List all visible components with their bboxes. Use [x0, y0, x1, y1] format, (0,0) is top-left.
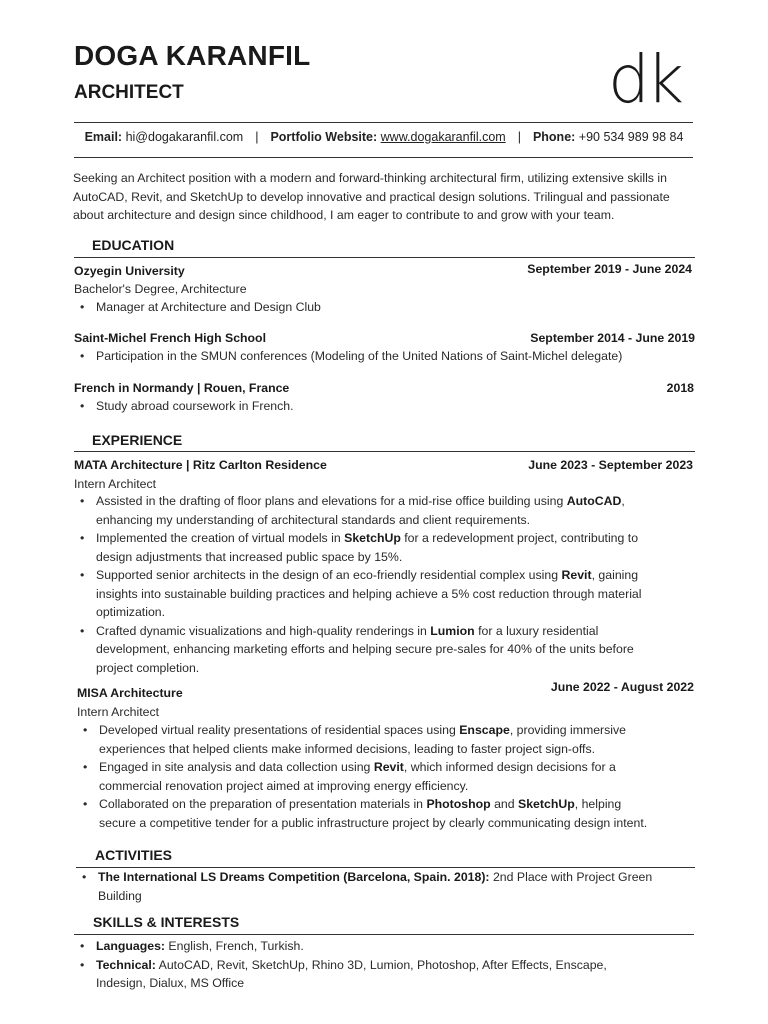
education-dates: 2018: [666, 381, 694, 395]
education-school: French in Normandy | Rouen, France: [74, 381, 290, 395]
list-item: • Languages: English, French, Turkish.: [74, 937, 634, 956]
logo-text: dk: [608, 41, 681, 110]
list-item: • Implemented the creation of virtual models in SketchUp for a redevelopment project, contributing to design adjustments that increased public space by 15%.: [74, 529, 674, 566]
list-item: • Crafted dynamic visualizations and high-quality renderings in Lumion for a luxury residential development, enhancing marketing efforts and helping secure pre-sales for 40% of the units before project completion.: [74, 622, 674, 678]
contact-separator: |: [517, 130, 521, 144]
resume-title: ARCHITECT: [74, 82, 184, 103]
experience-dates: June 2022 - August 2022: [550, 680, 694, 694]
experience-company: MISA Architecture: [77, 686, 183, 700]
contact-top-rule: [74, 122, 693, 123]
list-item: • Developed virtual reality presentations of residential spaces using Enscape, providing immersive experiences that helped clients make informed decisions, leading to faster project sign-offs.: [77, 721, 657, 758]
education-heading: EDUCATION: [92, 237, 175, 253]
list-item: • Participation in the SMUN conferences (Modeling of the United Nations of Saint-Michel delegate): [74, 347, 696, 366]
activities-heading: ACTIVITIES: [95, 847, 173, 863]
portfolio-label: Portfolio Website:: [270, 130, 378, 144]
education-bullets: [74, 298, 694, 317]
experience-role: Intern Architect: [74, 477, 157, 491]
experience-role: Intern Architect: [77, 705, 160, 719]
experience-bullets: [77, 721, 657, 832]
education-bullets: [74, 347, 696, 366]
contact-separator: |: [255, 130, 259, 144]
resume-name: DOGA KARANFIL: [74, 40, 311, 71]
experience-dates: June 2023 - September 2023: [528, 458, 693, 472]
contact-bar: [74, 130, 694, 144]
email-label: Email:: [84, 130, 123, 144]
list-item: • Supported senior architects in the design of an eco-friendly residential complex using Revit, gaining insights into sustainable building practices and helping achieve a 5% cost reduction through material optimization.: [74, 566, 674, 622]
list-item: • Collaborated on the preparation of presentation materials in Photoshop and SketchUp, helping secure a competitive tender for a public infrastructure project by clearly communicating design intent.: [77, 795, 657, 832]
list-item: • Study abroad coursework in French.: [74, 397, 694, 416]
education-degree: Bachelor's Degree, Architecture: [74, 282, 247, 296]
phone-value: +90 534 989 98 84: [578, 130, 684, 144]
list-item: • Manager at Architecture and Design Club: [74, 298, 694, 317]
activities-list: [76, 868, 666, 905]
contact-bottom-rule: [74, 157, 693, 158]
dk-monogram-logo: [604, 40, 696, 110]
list-item: • Assisted in the drafting of floor plans and elevations for a mid-rise office building using AutoCAD, enhancing my understanding of architectural standards and client requirements.: [74, 492, 674, 529]
experience-company: MATA Architecture | Ritz Carlton Residence: [74, 458, 327, 472]
education-rule: [74, 257, 695, 258]
list-item: • Technical: AutoCAD, Revit, SketchUp, Rhino 3D, Lumion, Photoshop, After Effects, Enscape, Indesign, Dialux, MS Office: [74, 956, 634, 993]
list-item: • Engaged in site analysis and data collection using Revit, which informed design decisions for a commercial renovation project aimed at improving energy efficiency.: [77, 758, 657, 795]
education-dates: September 2019 - June 2024: [527, 262, 692, 276]
experience-bullets: [74, 492, 674, 677]
portfolio-link[interactable]: www.dogakaranfil.com: [380, 130, 506, 144]
summary-paragraph: Seeking an Architect position with a modern and forward-thinking architectural firm, utilizing extensive skills in AutoCAD, Revit, and SketchUp to develop innovative and practical design solutions. Trilingual and passionate about architecture and design since childhood, I am eager to contribute to and grow with your team.: [73, 171, 670, 222]
skills-heading: SKILLS & INTERESTS: [93, 914, 240, 930]
skills-list: [74, 937, 634, 993]
experience-heading: EXPERIENCE: [92, 432, 183, 448]
skills-rule: [74, 934, 694, 935]
education-bullets: [74, 397, 694, 416]
phone-label: Phone:: [532, 130, 576, 144]
education-school: Saint-Michel French High School: [74, 331, 266, 345]
experience-rule: [74, 451, 695, 452]
education-school: Ozyegin University: [74, 264, 185, 278]
email-value[interactable]: hi@dogakaranfil.com: [125, 130, 244, 144]
list-item: • The International LS Dreams Competition (Barcelona, Spain. 2018): 2nd Place with Project Green Building: [76, 868, 666, 905]
education-dates: September 2014 - June 2019: [530, 331, 695, 345]
